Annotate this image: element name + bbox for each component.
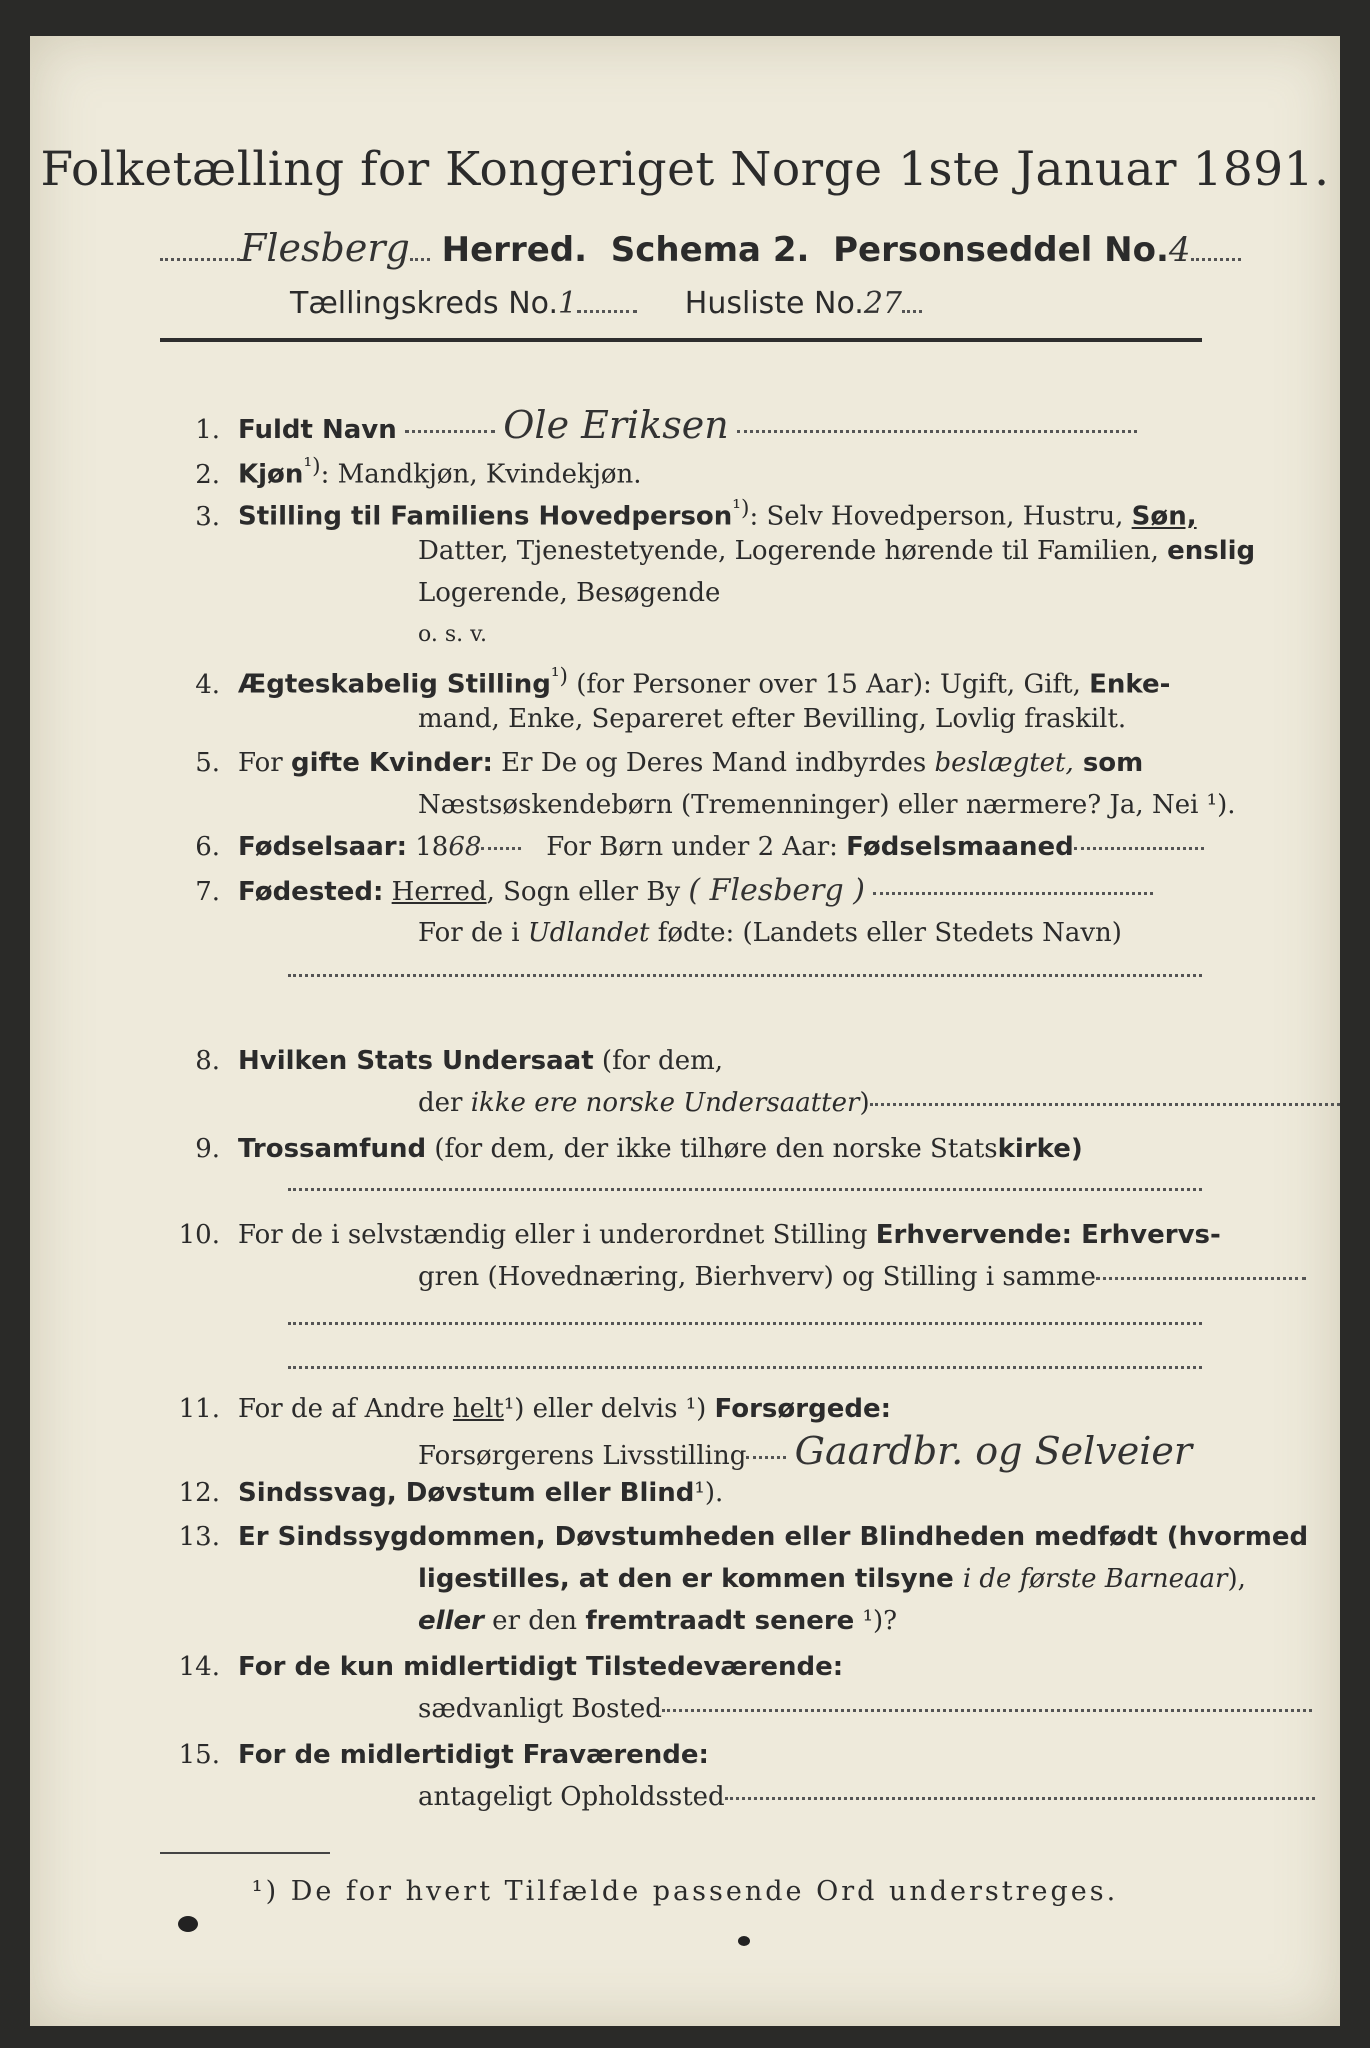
q10-blank-line-2 bbox=[288, 1366, 1202, 1369]
footnote-divider bbox=[160, 1852, 330, 1854]
question-15: 15. For de midlertidigt Fraværende: bbox=[178, 1740, 709, 1770]
question-10-line-2: gren (Hovednæring, Bierhverv) og Stilling i samme bbox=[160, 1256, 1210, 1298]
q1-value: Ole Eriksen bbox=[503, 403, 729, 447]
question-14: 14. For de kun midlertidigt Tilstedeværende: bbox=[178, 1652, 844, 1682]
personseddel-label: Personseddel No. bbox=[833, 230, 1169, 270]
question-1: 1. Fuldt Navn Ole Eriksen bbox=[160, 404, 1210, 451]
question-3-line-3: Logerende, Besøgende bbox=[418, 578, 721, 608]
husliste-value: 27 bbox=[863, 286, 903, 321]
question-7-line-2: For de i Udlandet fødte: (Landets eller Stedets Navn) bbox=[418, 918, 1122, 948]
question-11-line-2: Forsørgerens Livsstilling Gaardbr. og Selveier bbox=[418, 1429, 1193, 1473]
question-2: 2. Kjøn$^{^1)}$: Mandkjøn, Kvindekjøn. bbox=[195, 454, 642, 490]
q7-value: ( Flesberg ) bbox=[688, 873, 865, 908]
question-14-line-2: sædvanligt Bosted bbox=[160, 1688, 1210, 1730]
header-row-1 bbox=[160, 226, 1241, 270]
q9-blank-line bbox=[288, 1188, 1202, 1191]
question-9: 9. Trossamfund (for dem, der ikke tilhøre den norske Statskirke) bbox=[195, 1134, 1083, 1164]
q1-label: Fuldt Navn bbox=[238, 415, 397, 445]
footnote: ¹) De for hvert Tilfælde passende Ord understreges. bbox=[251, 1876, 1119, 1907]
question-12: 12. Sindssvag, Døvstum eller Blind¹). bbox=[178, 1478, 724, 1508]
census-form bbox=[30, 36, 1340, 2026]
q10-blank-line-1 bbox=[288, 1322, 1202, 1325]
herred-value: Flesberg bbox=[240, 226, 410, 270]
question-5-line-2: Næstsøskendebørn (Tremenninger) eller nærmere? Ja, Nei ¹). bbox=[418, 790, 1236, 820]
personseddel-value: 4 bbox=[1168, 230, 1191, 270]
question-7: 7. Fødested: Herred, Sogn eller By ( Flesberg ) bbox=[160, 870, 1210, 913]
question-15-line-2: antageligt Opholdssted bbox=[160, 1776, 1210, 1818]
q7-blank-line bbox=[288, 974, 1202, 977]
question-5: 5. For gifte Kvinder: Er De og Deres Mand indbyrdes beslægtet, som bbox=[195, 748, 1144, 778]
question-11: 11. For de af Andre helt¹) eller delvis ¹) Forsørgede: bbox=[178, 1394, 891, 1424]
husliste-label: Husliste No. bbox=[684, 286, 864, 321]
question-6: 6. Fødselsaar: 1868 For Børn under 2 Aar: Fødselsmaaned bbox=[160, 826, 1210, 868]
header-row-2 bbox=[290, 286, 922, 321]
form-title: Folketælling for Kongeriget Norge 1ste Januar 1891. bbox=[40, 142, 1330, 197]
ink-blot bbox=[178, 1916, 198, 1932]
question-13-line-2: ligestilles, at den er kommen tilsyne i de første Barneaar), bbox=[418, 1564, 1246, 1594]
taellingskreds-label: Tællingskreds No. bbox=[290, 286, 558, 321]
question-10: 10. For de i selvstændig eller i underordnet Stilling Erhvervende: Erhvervs- bbox=[178, 1220, 1221, 1250]
q6-hand-value: 68 bbox=[448, 832, 482, 862]
question-13: 13. Er Sindssygdommen, Døvstumheden eller Blindheden medfødt (hvormed bbox=[178, 1522, 1309, 1552]
question-3: 3. Stilling til Familiens Hovedperson$^{^1)}$: Selv Hovedperson, Hustru, Søn, bbox=[195, 496, 1197, 532]
q11-value: Gaardbr. og Selveier bbox=[794, 1429, 1193, 1473]
question-8-line-2: der ikke ere norske Undersaatter) bbox=[160, 1082, 1210, 1124]
question-8: 8. Hvilken Stats Undersaat (for dem, bbox=[195, 1046, 723, 1076]
schema-label: Schema 2. bbox=[610, 230, 810, 270]
question-4-line-2: mand, Enke, Separeret efter Bevilling, Lovlig fraskilt. bbox=[418, 704, 1127, 734]
question-4: 4. Ægteskabelig Stilling$^{^1)}$ (for Personer over 15 Aar): Ugift, Gift, Enke- bbox=[195, 664, 1171, 700]
question-3-line-2: Datter, Tjenestetyende, Logerende hørende til Familien, enslig bbox=[418, 536, 1256, 566]
herred-label: Herred. bbox=[441, 230, 588, 270]
question-3-line-4: o. s. v. bbox=[418, 622, 487, 647]
header-divider bbox=[160, 338, 1202, 342]
taellingskreds-value: 1 bbox=[558, 286, 578, 321]
question-13-line-3: eller er den fremtraadt senere ¹)? bbox=[418, 1606, 898, 1636]
ink-blot bbox=[738, 1936, 750, 1946]
